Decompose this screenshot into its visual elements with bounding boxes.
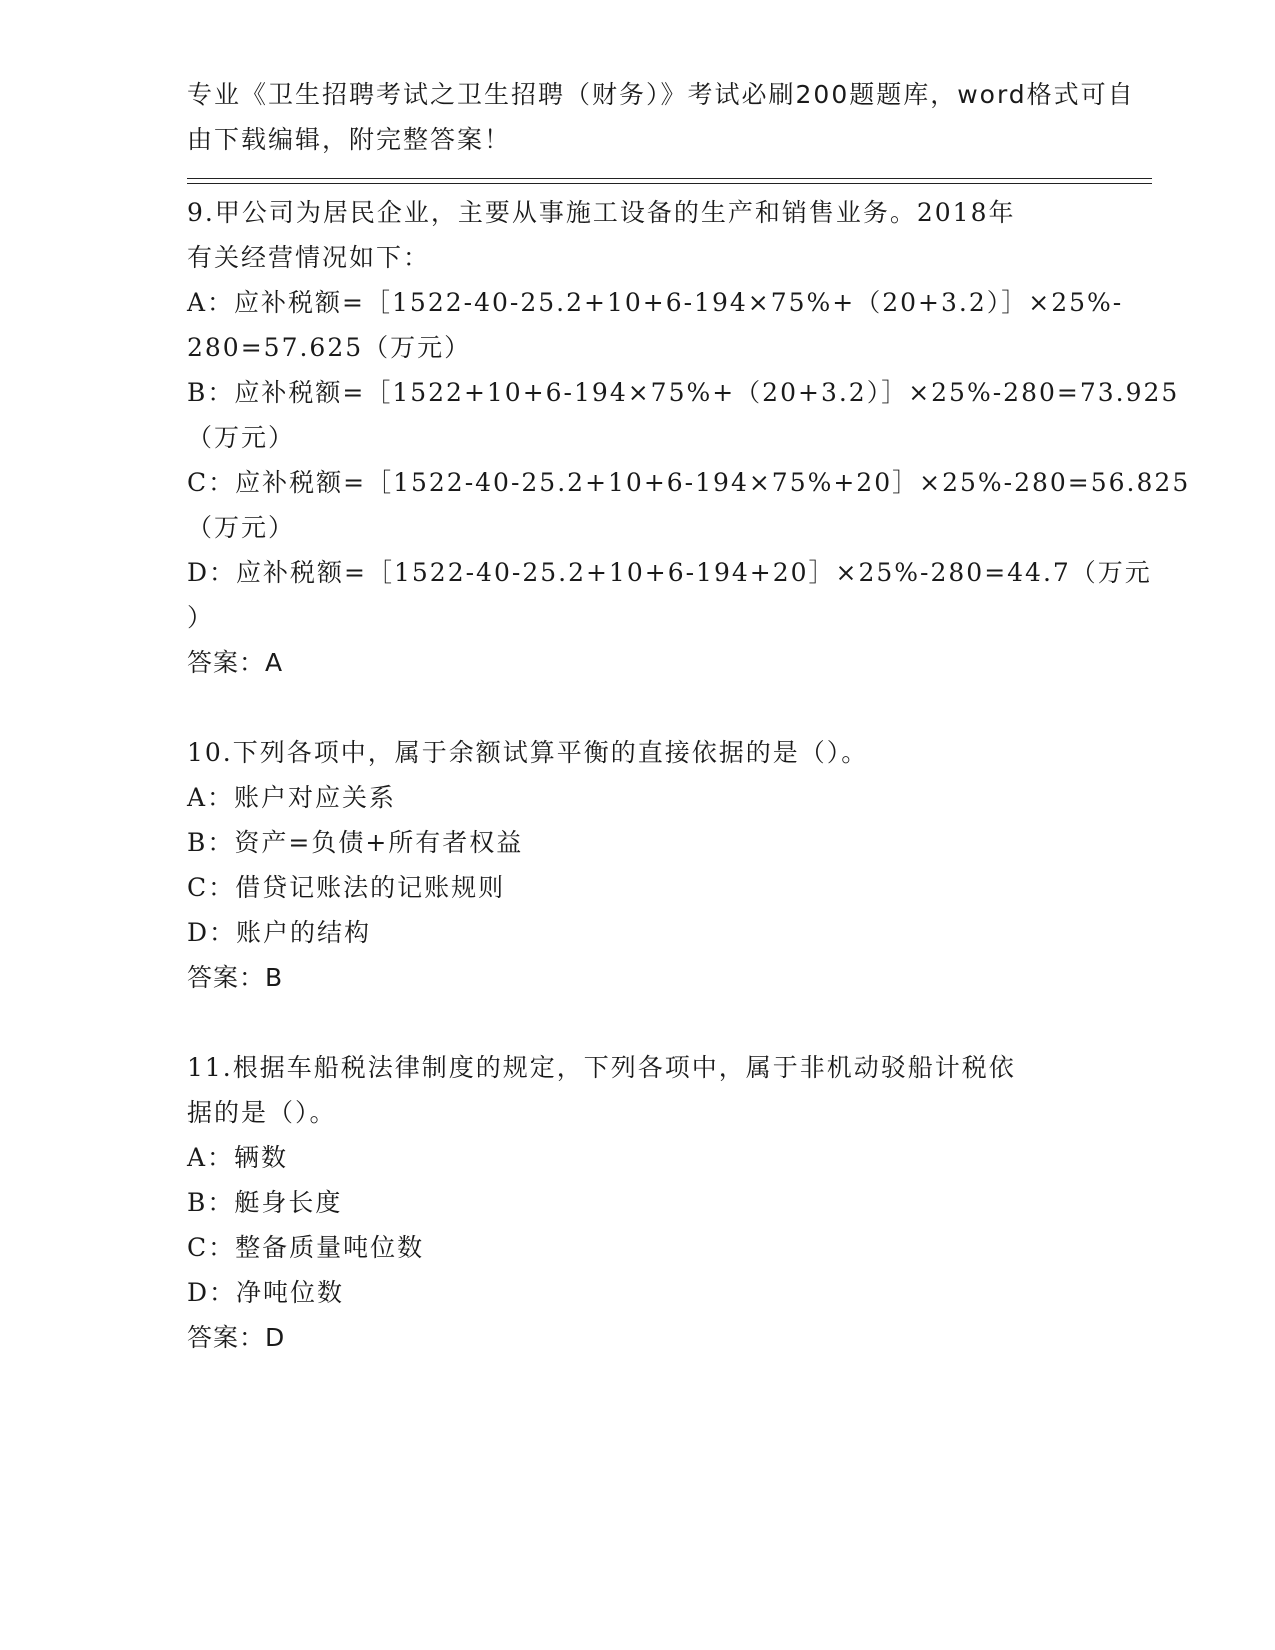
question-stem: 据的是（）。 xyxy=(187,1098,337,1127)
option-a: A：账户对应关系 xyxy=(187,783,397,812)
option-a: 280=57.625（万元） xyxy=(187,333,472,362)
question-list xyxy=(187,190,1191,1360)
question-stem: 9.甲公司为居民企业，主要从事施工设备的生产和销售业务。2018年 xyxy=(187,198,1016,227)
header-line-2: 由下载编辑，附完整答案！ xyxy=(187,125,512,154)
question-stem: 10.下列各项中，属于余额试算平衡的直接依据的是（）。 xyxy=(187,738,869,767)
header-line-1: 专业《卫生招聘考试之卫生招聘（财务）》考试必刷200题题库，word格式可自 xyxy=(187,80,1135,109)
option-c: C：整备质量吨位数 xyxy=(187,1233,425,1262)
answer-label: 答案：A xyxy=(187,648,284,677)
answer-label: 答案：D xyxy=(187,1323,286,1352)
option-a: A：辆数 xyxy=(187,1143,289,1172)
option-d: ） xyxy=(187,603,215,632)
question-stem: 11.根据车船税法律制度的规定，下列各项中，属于非机动驳船计税依 xyxy=(187,1053,1016,1082)
option-d: D：应补税额=［1522-40-25.2+10+6-194+20］×25%-280=44.7（万元 xyxy=(187,558,1152,587)
option-d: D：账户的结构 xyxy=(187,918,372,947)
option-a: A：应补税额=［1522-40-25.2+10+6-194×75%+（20+3.2）］×25%- xyxy=(187,288,1124,317)
question-10 xyxy=(187,730,1067,1000)
option-c: C：借贷记账法的记账规则 xyxy=(187,873,506,902)
option-c: （万元） xyxy=(187,513,296,542)
option-d: D：净吨位数 xyxy=(187,1278,345,1307)
question-stem: 有关经营情况如下： xyxy=(187,243,431,272)
question-spacer xyxy=(187,1000,1067,1045)
option-b: B：应补税额=［1522+10+6-194×75%+（20+3.2）］×25%-280=73.925 xyxy=(187,378,1180,407)
option-b: B：艇身长度 xyxy=(187,1188,343,1217)
answer-label: 答案：B xyxy=(187,963,284,992)
question-spacer xyxy=(187,685,1067,730)
header-divider-top xyxy=(187,178,1152,179)
document-header xyxy=(187,72,1135,162)
header-divider-bottom xyxy=(187,183,1152,184)
option-b: B：资产=负债+所有者权益 xyxy=(187,828,524,857)
option-c: C：应补税额=［1522-40-25.2+10+6-194×75%+20］×25%-280=56.825 xyxy=(187,468,1191,497)
question-9 xyxy=(187,190,1191,685)
question-11 xyxy=(187,1045,1067,1360)
option-b: （万元） xyxy=(187,423,296,452)
